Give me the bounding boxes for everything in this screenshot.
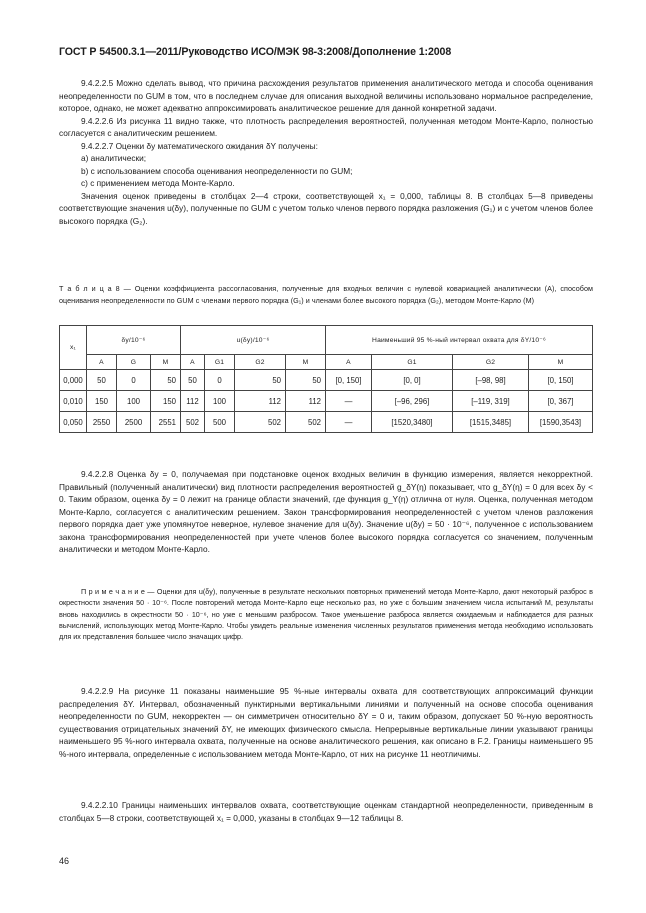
table-cell: [1590,3543] bbox=[529, 412, 593, 433]
table-cell: 2500 bbox=[117, 412, 151, 433]
document-header: ГОСТ Р 54500.3.1—2011/Руководство ИСО/МЭК 98-3:2008/Дополнение 1:2008 bbox=[59, 46, 452, 58]
note bbox=[59, 586, 593, 642]
table-cell: 150 bbox=[87, 391, 117, 412]
table-cell: [1515,3485] bbox=[453, 412, 529, 433]
table-cell: [0, 0] bbox=[372, 370, 453, 391]
paragraph: Значения оценок приведены в столбцах 2—4 строки, соответствующей x₁ = 0,000, таблицы 8. В столбцах 5—8 приведены соответствующие значения u(δy), полученные по GUM с учетом только членов первого порядка разложения (G₁) и с учетом членов более высокого порядка (G₂). bbox=[59, 190, 594, 226]
subheader: G2 bbox=[453, 355, 529, 370]
table-cell: 0 bbox=[117, 370, 151, 391]
table-caption bbox=[59, 283, 593, 306]
subheader: G2 bbox=[235, 355, 286, 370]
table-cell: 50 bbox=[181, 370, 205, 391]
table-cell: 502 bbox=[286, 412, 326, 433]
table-caption-text: 8 — Оценки коэффициента рассогласования, полученные для входных величин с нулевой ковариацией аналитически (A), способом оценивания неопределенности по GUM с членами первого порядка (G₁) и членами более высокого порядка (G₂), методом Монте-Карло (M) bbox=[59, 284, 593, 305]
paragraph: 9.4.2.2.5 Можно сделать вывод, что причина расхождения результатов применения аналитического метода и способа оценивания неопределенности по GUM в том, что в последнем случае для описания выходной величины использовано нормальное распределение, которое, однако, не может адекватно аппроксимировать аналитическое решение для данной конкретной задачи. bbox=[59, 78, 593, 113]
table-8 bbox=[59, 325, 593, 433]
paragraph: 9.4.2.2.9 На рисунке 11 показаны наименьшие 95 %-ные интервалы охвата для соответствующих аппроксимаций функции распределения δY. Интервал, обозначенный пунктирными вертикальными линиями и полученный на основе способа оценивания неопределенности по GUM, некорректен — он симметричен относительно δY = 0 и, таким образом, допускает 50 %-ную вероятность существования отрицательных значений δY, не имеющих физического смысла. Непрерывные вертикальные линии указывают границы наименьшего 95 %-ного интервала охвата, полученные на основе аналитического решения, как описано в F.2. Границы наименьшего 95 %-ного интервала, определенные с использованием метода Монте-Карло, от них на рисунке 11 неотличимы. bbox=[59, 686, 593, 759]
table-cell: 0,050 bbox=[60, 412, 87, 433]
page-number: 46 bbox=[59, 856, 70, 866]
table-cell: [–98, 98] bbox=[453, 370, 529, 391]
table-cell: 100 bbox=[117, 391, 151, 412]
table-cell: 100 bbox=[205, 391, 235, 412]
list-item: c) с применением метода Монте-Карло. bbox=[81, 178, 235, 188]
subheader: A bbox=[326, 355, 372, 370]
table-cell: 112 bbox=[181, 391, 205, 412]
subheader: M bbox=[286, 355, 326, 370]
table-cell: 50 bbox=[235, 370, 286, 391]
list-item: b) с использованием способа оценивания неопределенности по GUM; bbox=[81, 165, 353, 176]
subheader: G1 bbox=[372, 355, 453, 370]
table-cell: 50 bbox=[151, 370, 181, 391]
table-cell: [0, 367] bbox=[529, 391, 593, 412]
subheader: M bbox=[151, 355, 181, 370]
table-cell: 112 bbox=[286, 391, 326, 412]
table-cell: 0,000 bbox=[60, 370, 87, 391]
table-row bbox=[60, 370, 593, 391]
table-cell: 50 bbox=[286, 370, 326, 391]
subheader: A bbox=[181, 355, 205, 370]
header-x1: x₁ bbox=[60, 326, 87, 370]
table-cell: 112 bbox=[235, 391, 286, 412]
subheader: A bbox=[87, 355, 117, 370]
table-caption-lead: Т а б л и ц а bbox=[59, 284, 112, 293]
note-lead: П р и м е ч а н и е — bbox=[81, 587, 155, 596]
table-row bbox=[60, 391, 593, 412]
table-cell: [1520,3480] bbox=[372, 412, 453, 433]
table-cell: [0, 150] bbox=[326, 370, 372, 391]
table-cell: [0, 150] bbox=[529, 370, 593, 391]
table-cell: 502 bbox=[235, 412, 286, 433]
header-delta-y: δy/10⁻⁶ bbox=[87, 326, 181, 355]
header-u-delta-y: u(δy)/10⁻⁶ bbox=[181, 326, 326, 355]
table-cell: 2551 bbox=[151, 412, 181, 433]
list-item: a) аналитически; bbox=[81, 153, 147, 163]
header-coverage-interval: Наименьший 95 %-ный интервал охвата для δY/10⁻⁶ bbox=[326, 326, 593, 355]
paragraph: 9.4.2.2.8 Оценка δy = 0, получаемая при подстановке оценок входных величин в функцию измерения, является некорректной. Правильный (полученный аналитически) вид плотности распределения вероятностей g_δY(η) показывает, что g_δY(η) = 0 для всех δy < 0. Таким образом, оценка δy = 0 лежит на границе области значений, где функция g_Y(η) отлична от нуля. Оценка, полученная методом Монте-Карло, согласуется с аналитическим решением. Закон трансформирования неопределенностей с учетом членов разложения первого порядка дает уже упомянутое неверное, нулевое значение для u(δy). Значение u(δy) = 50 · 10⁻⁶, полученное с использованием закона трансформирования неопределенностей при учете членов более высокого порядка согласуется со значением, полученным аналитически и методом Монте-Карло. bbox=[59, 469, 593, 554]
table-cell: 0,010 bbox=[60, 391, 87, 412]
section-9-4-2-2-5-to-7 bbox=[59, 77, 593, 227]
table-cell: — bbox=[326, 412, 372, 433]
table-cell: 150 bbox=[151, 391, 181, 412]
section-9-4-2-2-10 bbox=[59, 799, 593, 824]
section-9-4-2-2-8 bbox=[59, 468, 593, 556]
table-cell: 50 bbox=[87, 370, 117, 391]
subheader: G bbox=[117, 355, 151, 370]
table-cell: [–96, 296] bbox=[372, 391, 453, 412]
table-cell: 0 bbox=[205, 370, 235, 391]
paragraph: 9.4.2.2.7 Оценки δy математического ожидания δY получены: bbox=[81, 140, 318, 151]
note-text: Оценки для u(δy), полученные в результате нескольких повторных применений метода Монте-Карло, дают некоторый разброс в окрестности значения 50 · 10⁻⁶. После повторений метода Монте-Карло еще несколько раз, но уже с большим значением числа испытаний M, результаты вновь находились в окрестности 50 · 10⁻⁶, но уже с меньшим разбросом. Такое уменьшение разброса является ожидаемым и наблюдается для разных вычислений, использующих метод Монте-Карло. Чтобы увидеть реальные изменения численных результатов применения метода необходимо использовать для их представления большее число значащих цифр. bbox=[59, 587, 594, 642]
subheader: M bbox=[529, 355, 593, 370]
table-cell: — bbox=[326, 391, 372, 412]
paragraph: 9.4.2.2.6 Из рисунка 11 видно также, что плотность распределения вероятностей, полученная методом Монте-Карло, полностью согласуется с аналитическим решением. bbox=[59, 115, 593, 138]
table-cell: [–119, 319] bbox=[453, 391, 529, 412]
section-9-4-2-2-9 bbox=[59, 685, 593, 760]
paragraph: 9.4.2.2.10 Границы наименьших интервалов охвата, соответствующие оценкам стандартной неопределенности, приведенным в столбцах 5—8 строки, соответствующей x₁ = 0,000, указаны в столбцах 9—12 таблицы 8. bbox=[59, 800, 593, 823]
table-cell: 2550 bbox=[87, 412, 117, 433]
subheader: G1 bbox=[205, 355, 235, 370]
table-cell: 500 bbox=[205, 412, 235, 433]
table-row bbox=[60, 412, 593, 433]
table-cell: 502 bbox=[181, 412, 205, 433]
